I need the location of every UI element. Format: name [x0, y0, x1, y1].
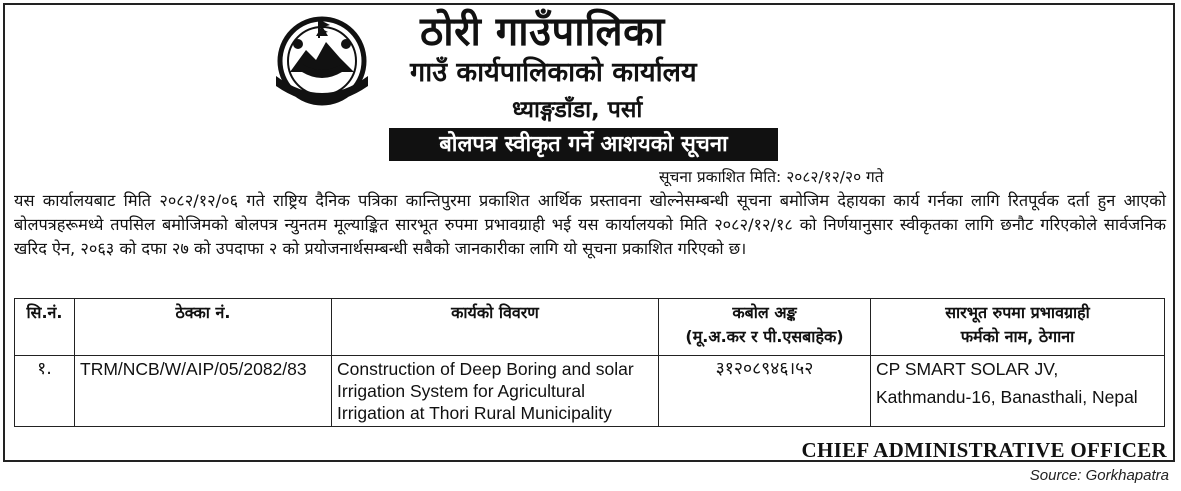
cell-description: Construction of Deep Boring and solar Irrigation System for Agricultural Irrigation at Thori Rural Municipality	[332, 356, 659, 427]
municipality-title: ठोरी गाउँपालिका	[420, 9, 665, 55]
header-bid-amount-line2: (मू.अ.कर र पी.एसबाहेक)	[685, 327, 844, 346]
office-location: ध्याङ्गडाँडा, पर्सा	[512, 97, 643, 123]
header-contract-no: ठेक्का नं.	[75, 299, 332, 356]
header-bidder-line2: फर्मको नाम, ठेगाना	[960, 327, 1075, 346]
bid-table	[14, 298, 1165, 427]
cell-contract-no: TRM/NCB/W/AIP/05/2082/83	[75, 356, 332, 427]
notice-title: बोलपत्र स्वीकृत गर्ने आशयको सूचना	[389, 128, 778, 161]
header-bidder-line1: सारभूत रुपमा प्रभावग्राही	[945, 303, 1090, 322]
cell-bid-amount: ३१२०८९४६।५२	[659, 356, 871, 427]
cell-bidder	[871, 356, 1165, 427]
header-description: कार्यको विवरण	[332, 299, 659, 356]
office-subtitle: गाउँ कार्यपालिकाको कार्यालय	[410, 57, 697, 88]
header-sn: सि.नं.	[15, 299, 75, 356]
notice-body: यस कार्यालयबाट मिति २०८२/१२/०६ गते राष्ट्रिय दैनिक पत्रिका कान्तिपुरमा प्रकाशित आर्थिक प्रस्तावना खोल्नेसम्बन्धी सूचना बमोजिम देहायका कार्य गर्नका लागि रितपूर्वक दर्ता हुन आएको बोलपत्रहरूमध्ये तपसिल बमोजिमको बोलपत्र न्युनतम मूल्याङ्कित सारभूत रुपमा प्रभावग्राही भई यस कार्यालयको मिति २०८२/१२/१८ को निर्णयानुसार स्वीकृतका लागि छनौट गरिएकोले सार्वजनिक खरिद ऐन, २०६३ को दफा २७ को उपदाफा २ को प्रयोजनार्थसम्बन्धी सबैको जानकारीका लागि यो सूचना प्रकाशित गरिएको छ।	[14, 191, 1166, 258]
publish-date: सूचना प्रकाशित मिति: २०८२/१२/२० गते	[659, 168, 884, 186]
bidder-name: CP SMART SOLAR JV,	[876, 359, 1059, 379]
header-bidder	[871, 299, 1165, 356]
cell-sn: १.	[15, 356, 75, 427]
header-bid-amount	[659, 299, 871, 356]
nepal-government-emblem-icon	[268, 14, 376, 106]
table-header-row	[15, 299, 1165, 356]
source-credit: Source: Gorkhapatra	[1029, 467, 1169, 484]
bidder-address: Kathmandu-16, Banasthali, Nepal	[876, 387, 1138, 407]
header-bid-amount-line1: कबोल अङ्क	[732, 303, 797, 322]
signature: CHIEF ADMINISTRATIVE OFFICER	[801, 438, 1167, 462]
table-row	[15, 356, 1165, 427]
